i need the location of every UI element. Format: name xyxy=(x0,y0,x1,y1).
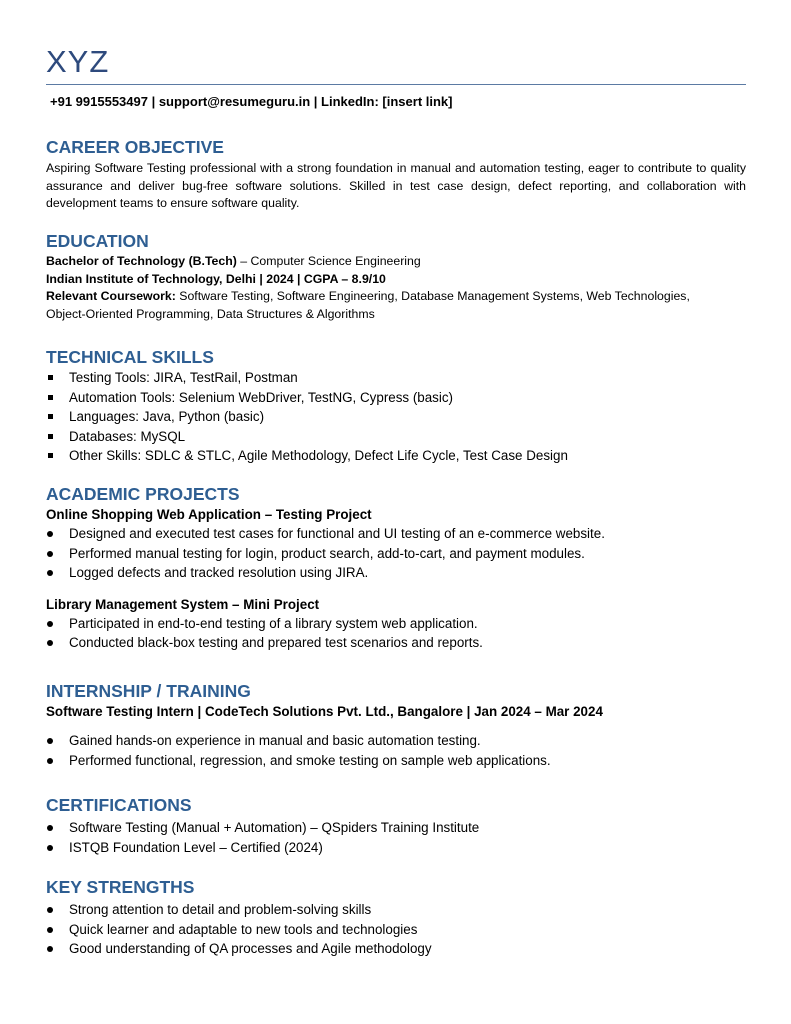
square-bullet-icon xyxy=(48,434,53,439)
bullet-text: Performed manual testing for login, product search, add-to-cart, and payment modules. xyxy=(69,545,585,561)
list-item xyxy=(46,407,746,427)
list-item xyxy=(46,563,746,583)
career-objective-text: Aspiring Software Testing professional with a strong foundation in manual and automation testing, eager to contribute to quality assurance and deliver bug-free software solutions. Skilled in test case design, defect reporting, and collaboration with development teams to ensure software quality. xyxy=(46,161,746,210)
degree-field: – Computer Science Engineering xyxy=(236,254,421,268)
internship-role: Software Testing Intern | CodeTech Solutions Pvt. Ltd., Bangalore | Jan 2024 – Mar 2024 xyxy=(46,704,603,719)
academic-projects-heading: ACADEMIC PROJECTS xyxy=(46,484,240,504)
list-item xyxy=(46,920,746,940)
internship-section xyxy=(46,681,746,770)
list-item xyxy=(46,524,746,544)
institute-line: Indian Institute of Technology, Delhi | 2024 | CGPA – 8.9/10 xyxy=(46,271,386,286)
coursework-label: Relevant Coursework: xyxy=(46,289,176,303)
list-item xyxy=(46,446,746,466)
list-item xyxy=(46,388,746,408)
key-strengths-section xyxy=(46,877,746,959)
list-item xyxy=(46,939,746,959)
bullet-icon xyxy=(47,927,53,933)
certifications-list xyxy=(46,818,746,857)
bullet-icon xyxy=(47,551,53,557)
skill-text: Testing Tools: JIRA, TestRail, Postman xyxy=(69,370,298,385)
list-item xyxy=(46,368,746,388)
project-bullets xyxy=(46,614,746,653)
bullet-text: Performed functional, regression, and smoke testing on sample web applications. xyxy=(69,752,551,768)
certification-text: Software Testing (Manual + Automation) – QSpiders Training Institute xyxy=(69,820,480,835)
square-bullet-icon xyxy=(48,453,53,458)
bullet-icon xyxy=(47,621,53,627)
strengths-list xyxy=(46,900,746,959)
technical-skills-heading: TECHNICAL SKILLS xyxy=(46,347,214,367)
bullet-icon xyxy=(47,845,53,851)
career-objective-heading: CAREER OBJECTIVE xyxy=(46,137,224,157)
coursework-list: Software Testing, Software Engineering, Database Management Systems, Web Technologies, xyxy=(175,289,690,303)
bullet-text: Logged defects and tracked resolution using JIRA. xyxy=(69,565,369,581)
certifications-section xyxy=(46,795,746,857)
list-item xyxy=(46,900,746,920)
bullet-text: Designed and executed test cases for functional and UI testing of an e-commerce website. xyxy=(69,526,605,541)
list-item xyxy=(46,427,746,447)
name-divider xyxy=(46,84,746,85)
bullet-icon xyxy=(47,825,53,831)
square-bullet-icon xyxy=(48,414,53,419)
skill-text: Languages: Java, Python (basic) xyxy=(69,409,265,425)
bullet-icon xyxy=(47,531,53,537)
list-item xyxy=(46,818,746,838)
list-item xyxy=(46,614,746,634)
education-heading: EDUCATION xyxy=(46,231,149,251)
education-section xyxy=(46,231,746,323)
list-item xyxy=(46,751,746,771)
skill-text: Automation Tools: Selenium WebDriver, TestNG, Cypress (basic) xyxy=(69,389,454,405)
bullet-text: Gained hands-on experience in manual and basic automation testing. xyxy=(69,733,481,748)
internship-heading: INTERNSHIP / TRAINING xyxy=(46,681,251,701)
degree-line xyxy=(46,253,746,271)
project-bullets xyxy=(46,524,746,583)
skills-list xyxy=(46,368,746,466)
technical-skills-section xyxy=(46,347,746,466)
project-title: Library Management System – Mini Project xyxy=(46,596,320,612)
strength-text: Good understanding of QA processes and Agile methodology xyxy=(69,941,432,957)
certification-text: ISTQB Foundation Level – Certified (2024) xyxy=(69,839,323,855)
bullet-text: Conducted black-box testing and prepared test scenarios and reports. xyxy=(69,635,483,651)
list-item xyxy=(46,544,746,564)
bullet-icon xyxy=(47,640,53,646)
skill-text: Databases: MySQL xyxy=(69,428,186,444)
key-strengths-heading: KEY STRENGTHS xyxy=(46,877,195,897)
bullet-icon xyxy=(47,570,53,576)
bullet-icon xyxy=(47,946,53,952)
certifications-heading: CERTIFICATIONS xyxy=(46,795,192,815)
list-item xyxy=(46,731,746,751)
strength-text: Quick learner and adaptable to new tools and technologies xyxy=(69,921,418,937)
contact-line: +91 9915553497 | support@resumeguru.in | LinkedIn: [insert link] xyxy=(50,94,453,109)
candidate-name: XYZ xyxy=(46,44,110,79)
academic-projects-section xyxy=(46,484,746,653)
career-objective-section xyxy=(46,137,746,213)
list-item xyxy=(46,633,746,653)
bullet-icon xyxy=(47,738,53,744)
square-bullet-icon xyxy=(48,375,53,380)
bullet-icon xyxy=(47,758,53,764)
coursework-line xyxy=(46,288,746,306)
project-title: Online Shopping Web Application – Testing Project xyxy=(46,507,372,522)
coursework-line-2: Object-Oriented Programming, Data Structures & Algorithms xyxy=(46,306,375,321)
bullet-icon xyxy=(47,907,53,913)
skill-text: Other Skills: SDLC & STLC, Agile Methodology, Defect Life Cycle, Test Case Design xyxy=(69,448,568,464)
strength-text: Strong attention to detail and problem-solving skills xyxy=(69,902,372,917)
degree-name: Bachelor of Technology (B.Tech) xyxy=(46,254,237,268)
square-bullet-icon xyxy=(48,395,53,400)
internship-bullets xyxy=(46,731,746,770)
list-item xyxy=(46,838,746,858)
bullet-text: Participated in end-to-end testing of a library system web application. xyxy=(69,615,478,631)
